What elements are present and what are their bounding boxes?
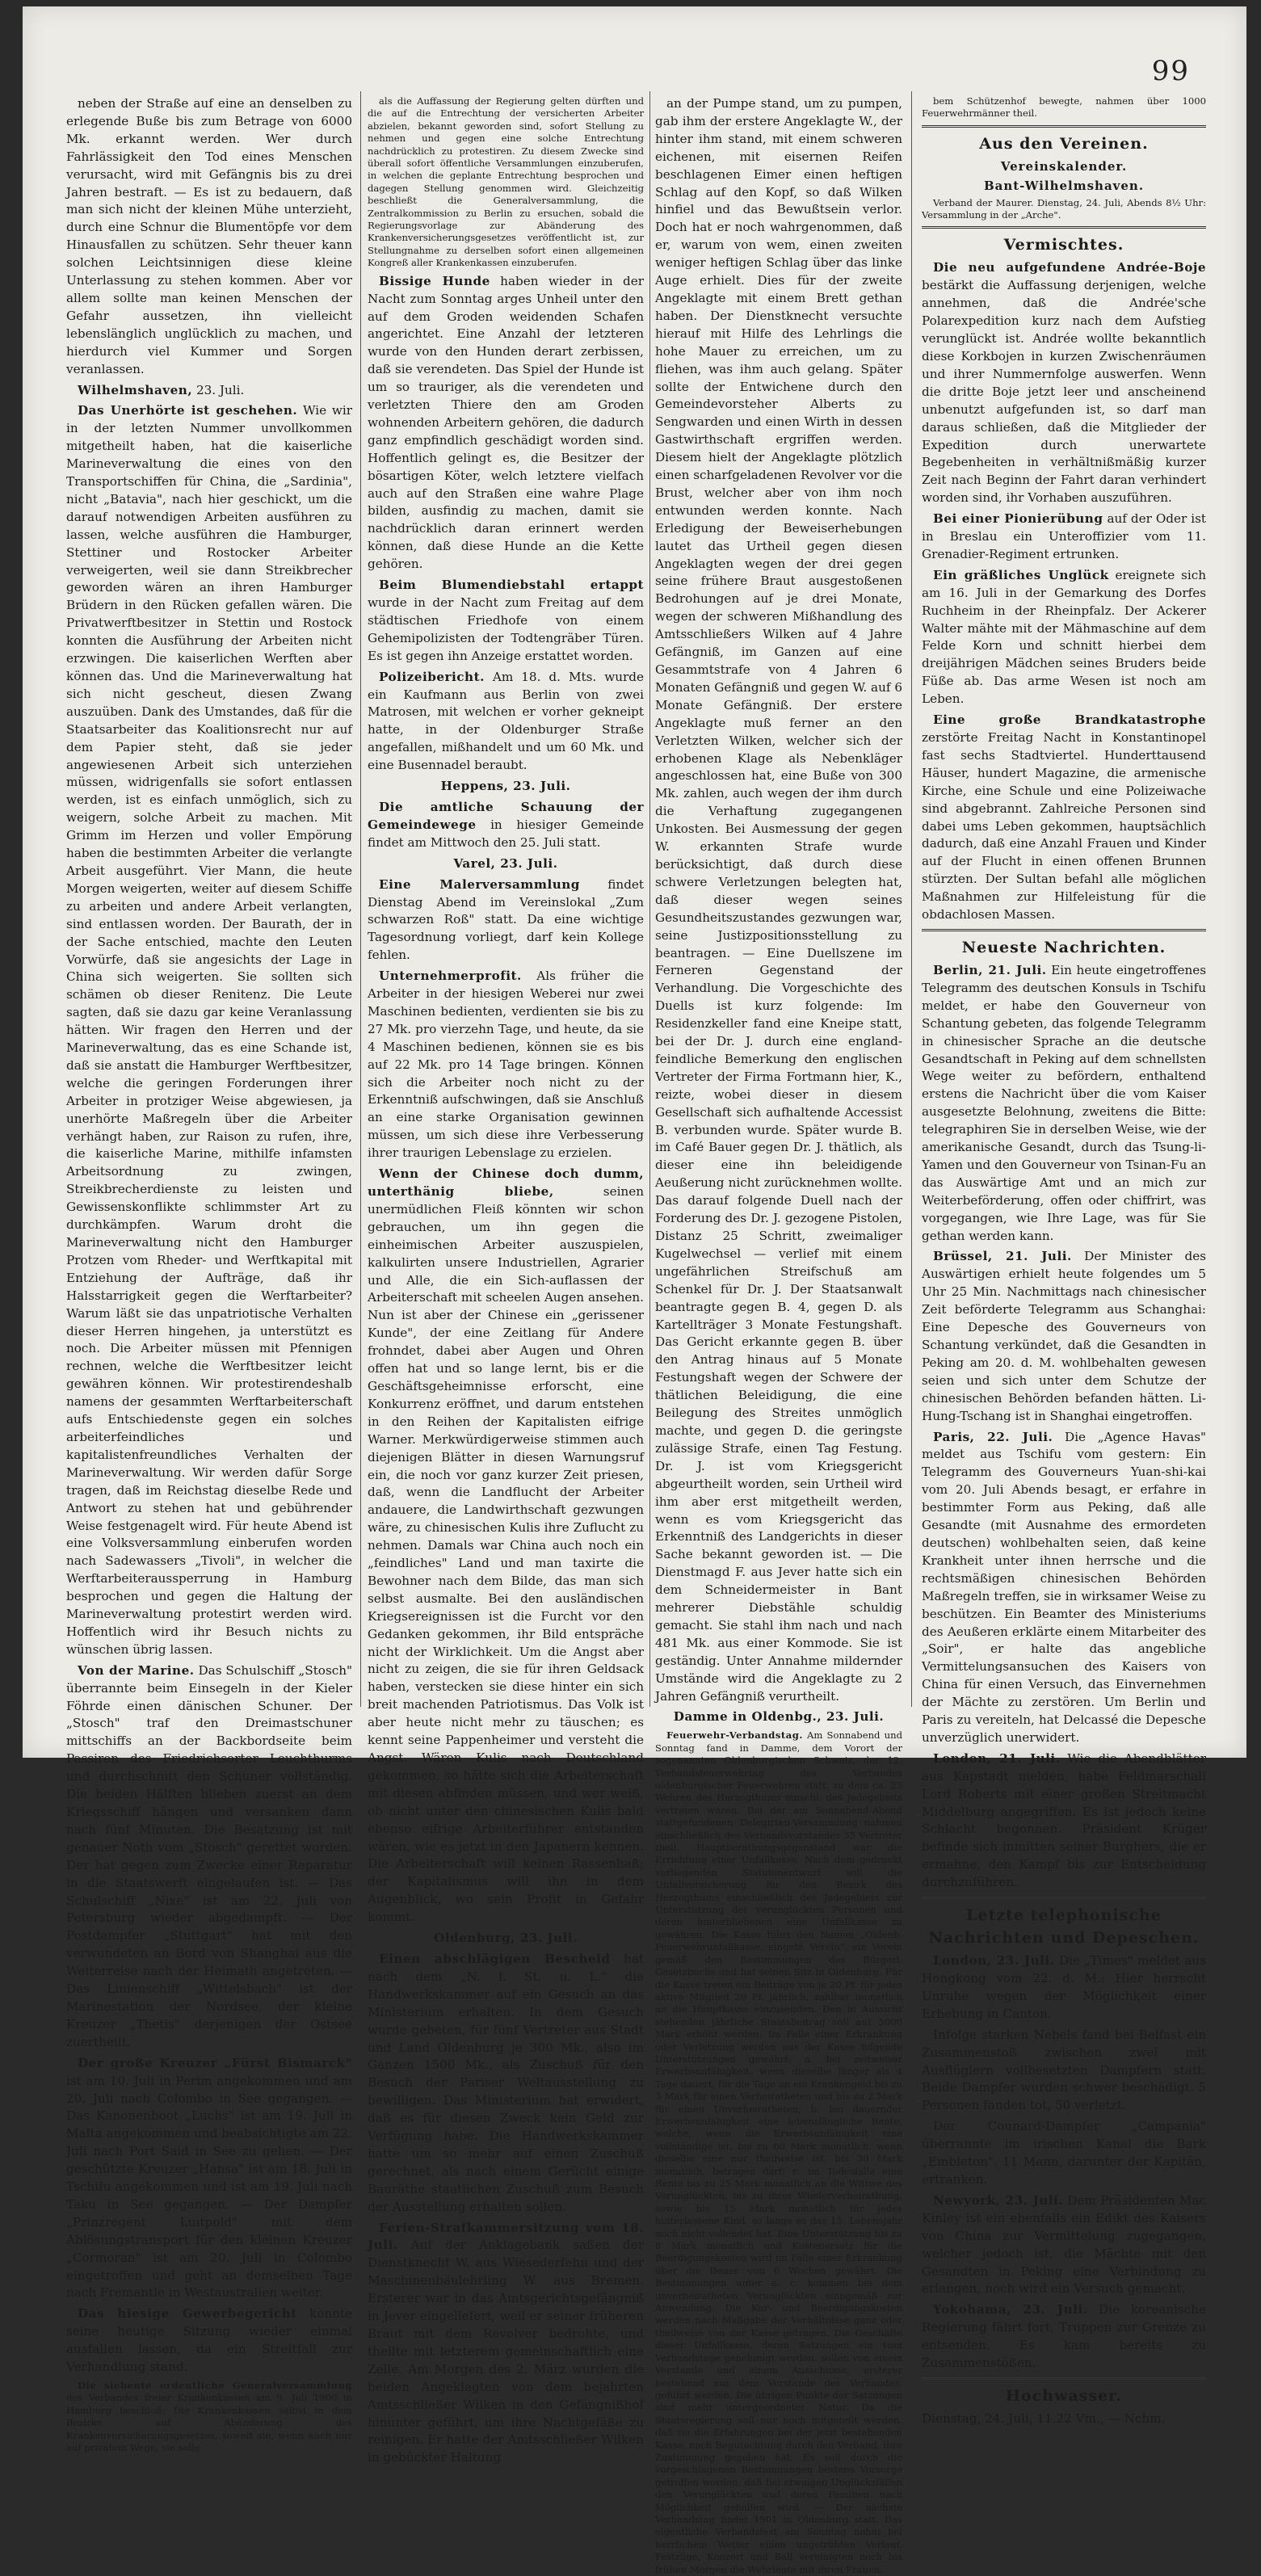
article-paragraph (922, 2027, 1206, 2116)
article-text: des Verbandes freier Krankenkassen am 9. Juli 1900 in Hamburg beschloß: Die Krankenkassen selbst in dem Bezirke auf Abänderung des Krankenversicherungsgesetzes, soweit sie, wenn auch nur auf privatem Wege, sie solle (66, 2392, 352, 2454)
article-text: bem Schützenhof bewegte, nahmen über 1000 Feuerwehrmänner theil. (922, 95, 1206, 120)
article-text: als die Auffassung der Regierung gelten dürften und die auf die Entrechtung der versicherten Arbeiter abzielen, bekannt geworden sind, sofort Stellung zu nehmen und gegen eine solche Entrechtung nachdrücklich zu protestiren. Zu diesem Zwecke sind überall sofort öffentliche Versammlungen einzuberufen, in welchen die geplante Entrechtung besprochen und dagegen Stellung genommen wird. Gleichzeitig beschließt die Generalversammlung, die Zentralkommission zu Berlin zu ersuchen, sobald die Regierungsvorlage zur Abänderung des Krankenversicherungsgesetzes veröffentlicht ist, zur Stellungnahme zu derselben sofort einen allgemeinen Kongreß aller Krankenkassen einzuberufen. (368, 95, 644, 269)
article-text: Die „Times" meldet aus Hongkong vom 22. d. M.: Hier herrscht Unruhe wegen der Möglichkeit einer Erhebung in Canton. (922, 1953, 1206, 2021)
article-paragraph (368, 1166, 644, 1927)
article-paragraph (922, 2118, 1206, 2189)
article-paragraph (922, 1750, 1206, 1892)
page-number: 99 (1151, 55, 1190, 87)
article-text: ereignete sich am 16. Juli in der Gemarkung des Dorfes Ruchheim in der Rheinpfalz. Der Ackerer Walter mähte mit der Mähmaschine auf dem Felde Korn und schnitt hierbei dem dreijährigen Mädchen seines Bruders beide Füße ab. Das arme Wesen ist noch am Leben. (922, 567, 1206, 707)
article-headline: Brüssel, 21. Juli. (933, 1249, 1072, 1264)
article-paragraph (922, 2192, 1206, 2298)
article-text: neben der Straße auf eine an denselben zu erlegende Buße bis zum Betrage von 6000 Mk. erkannt werden. Wer durch Fahrlässigkeit den Tod eines Menschen verursacht, wird mit Gefängnis bis zu drei Jahren bestraft. — Es ist zu bedauern, daß man sich nicht der kleinen Mühe unterzieht, durch eine Schnur die Blumentöpfe vor dem Hinausfallen zu schützen. Sehr theuer kann solchen Leichtsinnigen diese kleine Unterlassung zu stehen kommen. Aber vor allem sollte man keinen Menschen der Gefahr aussetzen, ihn vielleicht lebenslänglich unglücklich zu machen, und hierdurch viel Kummer und Sorgen veranlassen. (66, 96, 352, 376)
article-paragraph (66, 1662, 352, 2052)
column-4 (922, 95, 1207, 2426)
article-paragraph (922, 2301, 1206, 2372)
section-rule (922, 226, 1206, 229)
dateline: Heppens, 23. Juli. (440, 779, 571, 794)
article-paragraph (368, 577, 644, 666)
article-text: Wie wir in der letzten Nummer unvollkommen mitgetheilt haben, hat die kaiserliche Marineverwaltung die eines von den Transportschiffen für China, die „Sardinia", nicht „Batavia", nach hier geschickt, um die darauf notwendigen Arbeiten ausführen zu lassen, welche ausführen die Hamburger, Stettiner und Rostocker Arbeiter verweigerten, weil sie dann Streikbrecher geworden wären an ihren Hamburger Brüdern in den Rücken gefallen wären. Die Privatwerftbesitzer in Stettin und Rostock konnten die Ausführung der Arbeiten nicht erzwingen. Die kaiserlichen Werften aber können das. Und die Marineverwaltung hat sich nicht gescheut, diesen Zwang auszuüben. Dank des Umstandes, daß für die Staatsarbeiter das Koalitionsrecht nur auf dem Papier steht, daß sie jeder angewiesenen Arbeit sich unterziehen müssen, widrigenfalls sie sofort entlassen werden, ist es einfach unmöglich, sich zu weigern, solche Arbeit zu machen. Mit Grimm im Herzen und voller Empörung haben die bestimmten Arbeiter die verlangte Arbeit ausgeführt. Vier Mann, die heute Morgen weigerten, weiter auf diesem Schiffe zu arbeiten und andere Arbeit verlangten, sind entlassen worden. Der Baurath, der in der Sache entschied, machte den Leuten Vorwürfe, daß sie angesichts der Lage in China sich weigerten. Sie sollten sich schämen ob dieser Renitenz. Die Leute sagten, daß sie dazu gar keine Veranlassung hätten. Wir fragen den Herren und der Marineverwaltung, das es eine Schande ist, daß sie anstatt die Hamburger Werftbesitzer, welche die geringen Forderungen ihrer Arbeiter in protziger Weise abgewiesen, ja unerhörte Maßregeln über die Arbeiter verhängt haben, zur Raison zu rufen, ihre, die kaiserliche Marine, mithilfe infamsten Arbeitsordnung zu zwingen, Streikbrecherdienste zu leisten und Gewissenskonflikte schlimmster Art zu durchkämpfen. Warum droht die Marineverwaltung nicht den Hamburger Protzen vom Rheder- und Werftkapital mit Entziehung der Aufträge, daß ihr Halsstarrigkeit gegen die Werftarbeiter? Warum läßt sie das unpatriotische Verhalten dieser Herren hingehen, ja unterstützt es noch. Die Arbeiter müssen mit Pfennigen rechnen, welche die Werftbesitzer leicht gewähren können. Wir protestirendeshalb namens der gesammten Werftarbeiterschaft aufs Entschiedenste gegen ein solches arbeiterfeindliches und kapitalistenfreundliches Verhalten der Marineverwaltung. Wir werden dafür Sorge tragen, daß im Reichstag dieselbe Rede und Antwort zu stehen hat und gebührender Weise festgenagelt wird. Für heute Abend ist eine Volksversammlung einberufen worden nach Sadewassers „Tivoli", in welcher die Werftarbeiteraussperrung in Hamburg besprochen und gegen die Haltung der Marineverwaltung protestirt werden wird. Hoffentlich wird ihr Besuch nichts zu wünschen übrig lassen. (66, 403, 352, 1657)
article-text: Als früher die Arbeiter in der hiesigen Weberei nur zwei Maschinen bedienten, verdienten sie bis zu 27 Mk. pro vierzehn Tage, und heute, da sie 4 Maschinen bedienen, können sie es bis auf 22 Mk. pro 14 Tage bringen. Können sich die Arbeiter noch nicht zu der Erkenntniß aufschwingen, daß sie Anschluß an eine starke Organisation gewinnen müssen, um sich diese ihre Verbesserung ihrer traurigen Lebenslage zu erzielen. (368, 969, 644, 1161)
article-headline: Berlin, 21. Juli. (933, 962, 1047, 977)
article-paragraph (655, 95, 902, 1705)
column-1 (66, 95, 353, 2454)
article-text: an der Pumpe stand, um zu pumpen, gab ihm der erstere Angeklagte W., der hinter ihm stand, mit einem schweren eichenen, mit eisernen Reifen beschlagenen Eimer einen heftigen Schlag auf den Kopf, so daß Wilken hinfiel und das Bewußtsein verlor. Doch hat er noch wahrgenommen, daß er, warum von wem, einen zweiten weniger heftigen Schlag über das linke Auge erhielt. Dies für der zweite Angeklagte mit einem Brett gethan haben. Der Dienstknecht versuchte hierauf mit Hilfe des Lehrlings die hohe Mauer zu erreichen, um zu fliehen, was ihm auch gelang. Später sollte der Entwichene durch den Gemeindevorsteher Alberts zu Sengwarden und einen Wirth in dessen Gastwirthschaft ergriffen werden. Diesem hielt der Angeklagte plötzlich einen scharfgeladenen Revolver vor die Brust, welcher aber von ihm noch entwunden werden konnte. Nach Erledigung der Beweiserhebungen lautet das Urtheil gegen diesen Angeklagten wegen der drei gegen seine frühere Braut ausgestoßenen Bedrohungen auf je drei Monate, wegen der schweren Mißhandlung des Amtsschließers Wilken auf 4 Jahre Gefängniß, im Ganzen auf eine Gesammtstrafe von 4 Jahren 6 Monaten Gefängniß und gegen W. auf 6 Monate Gefängniß. Der erstere Angeklagte muß ferner an den Verletzten Wilken, welcher sich der erhobenen Klage als Nebenkläger angeschlossen hat, eine Buße von 300 Mk. zahlen, auch wegen der ihm durch die Verhaftung zugegangenen Unkosten. Bei Ausmessung der gegen W. erkannten Strafe wurde berücksichtigt, daß durch diese schwere Verletzungen belegten hat, daß dieser wegen seines Gesundheitszustandes gezwungen war, seine Justizpositionsstellung zu beantragen. — Eine Duellszene im Ferneren Gegenstand der Verhandlung. Die Vorgeschichte des Duells ist kurz folgende: Im Residenzkeller fand eine Kneipe statt, bei der Dr. J. durch eine england-feindliche Bemerkung den englischen Vertreter der Firma Fortmann hier, K., reizte, wobei dieser in diesem Gesellschaft sich aufhaltende Accessist B. verbunden wurde. Später wurde B. im Café Bauer gegen Dr. J. thätlich, als dieser eine ihn beleidigende Aeußerung nicht zurücknehmen wollte. Das darauf folgende Duell nach der Forderung des Dr. J. gezogene Pistolen, Distanz 25 Schritt, zweimaliger Kugelwechsel — verlief mit einem ungefährlichen Streifschuß am Schenkel für Dr. J. Der Staatsanwalt beantragte gegen B. 4, gegen D. als Kartellträger 3 Monate Festungshaft. Das Gericht erkannte gegen B. über den Antrag hinaus auf 5 Monate Festungshaft wegen der Schwere der thätlichen Beleidigung, die eine Beilegung des Streites unmöglich machte, und gegen D. die geringste zulässige Strafe, einen Tag Festung. Dr. J. ist vom Kriegsgericht abgeurtheilt worden, sein Urtheil wird ihm aber erst mitgetheilt werden, wenn es vom Kriegsgericht das Erkenntniß des Landgerichts in dieser Sache bekannt geworden ist. — Die Dienstmagd F. aus Jever hatte sich ein dem Schneidermeister in Bant mehrerer Diebstähle schuldig gemacht. Sie stahl ihm nach und nach 481 Mk. aus einer Kommode. Sie ist geständig. Unter Annahme mildernder Umstände wird die Angeklagte zu 2 Jahren Gefängniß verurtheilt. (655, 96, 902, 1704)
article-paragraph (368, 95, 644, 270)
article-text: seinen unermüdlichen Fleiß könnten wir schon gebrauchen, um ihn gegen die einheimischen Arbeiter auszuspielen, kalkulirten unsere Industriellen, Agrarier und Alle, die ein Sich-auflassen der Arbeiterschaft mit scheelen Augen ansehen. Nun ist aber der Chinese ein „gerissener Kunde", der eine Zeitlang für Andere frohndet, dabei aber Augen und Ohren offen hat und so lange lernt, bis er die Geschäftsgeheimnisse erforscht, eine Konkurrenz eröffnet, und darum entstehen in den Reihen der Kapitalisten eifrige Warner. Merkwürdigerweise stimmen auch diejenigen Blätter in diesen Warnungsruf ein, die noch vor ganz kurzer Zeit priesen, daß, wenn die Landflucht der Arbeiter andauere, die Landwirthschaft gezwungen wäre, zu chinesischen Kulis ihre Zuflucht zu nehmen. Damals war China auch noch ein „feindliches" Land und man taxirte die Bewohner nach dem Bilde, das man sich selbst ausmalte. Bei den ausländischen Kriegsereignissen ist die Furcht vor den Gedanken gekommen, ihr Bild entspräche nicht der Wirklichkeit. Um die Angst aber nicht zu zeigen, die sie für ihren Geldsack haben, verstecken sie diese hinter ein sich breit machenden Patriotismus. Das Volk ist aber heute nicht mehr zu täuschen; es kennt seine Pappenheimer und versteht die Angst. Wären Kulis nach Deutschland gekommen, so hätte sich die Arbeiterschaft mit diesen abfinden müssen, und wer weiß, ob nicht unter den chinesischen Kulis bald ebenso eifrige Arbeiterführer entstanden wären, wie es jetzt in den Japanern kennen. Die Arbeiterschaft will keinen Rassenhaß; der Kapitalismus will ihn in dem Augenblick, wo sein Profit in Gefahr kommt. (368, 1184, 644, 1925)
article-headline: Yokohama, 23. Juli. (933, 2302, 1088, 2318)
article-text: Das Schulschiff „Stosch" überrannte beim Einsegeln in der Kieler Föhrde einen dänischen Schuner. Der „Stosch" traf den Dreimastschuner mittschiffs an der Backbordseite beim Passiren des Friedrichsorter Leuchthurms und durchschnitt den Schuner vollständig. Die beiden Hälften blieben zuerst an dem Kriegsschiff hängen und versanken dann nach fünf Minuten. Die Besatzung ist mit genauer Noth vom „Stosch" gerettet worden. Der hat gegen zum Zwecke einer Reparatur in die Staatswerft eingelaufen ist. — Das Schulschiff „Nixe" ist am 22. Juli von Petersburg wieder abgedampft. — Der Postdampfer „Stuttgart" hat mit den verwundeten an Bord von Shanghai aus die Weiterreise nach der Heimath angetreten. — Das Linienschiff „Wittelsbach" ist der Marinestation der Nordsee, der kleine Kreuzer „Thetis" derjenigen der Ostsee zuertheilt. (66, 1662, 353, 2049)
column-rule (360, 91, 361, 1707)
article-paragraph (922, 197, 1206, 222)
article-paragraph (368, 876, 644, 965)
article-paragraph (655, 1729, 902, 2576)
article-headline: Das Unerhörte ist geschehen. (78, 403, 298, 418)
article-headline: Von der Marine. (78, 1662, 195, 1678)
article-text: Ein heute eingetroffenes Telegramm des deutschen Konsuls in Tschifu meldet, er habe den Gouverneur von Schantung gebeten, das folgende Telegramm in chinesischer Sprache an die deutsche Gesandtschaft in Peking auf dem schnellsten Wege weiter zu befördern, enthaltend erstens die Nachricht über die vom Kaiser ausgesetzte Belohnung, zweitens die Bitte: telegraphiren Sie in derselben Weise, wie der amerikanische Gesandt, durch das Tsung-li-Yamen und den Gouverneur von Tsinan-Fu an das Auswärtige Amt und an mich zur Weiterbeförderung, offen oder chiffrirt, was vorgegangen, wie Ihre Lage, was für Sie gethan werden kann. (922, 962, 1207, 1243)
article-paragraph (922, 2410, 1206, 2428)
article-paragraph (922, 1429, 1206, 1747)
article-text: Verband der Maurer. Dienstag, 24. Juli, Abends 8½ Uhr: Versammlung in der „Arche". (922, 196, 1206, 221)
section-rule (922, 1897, 1206, 1899)
article-paragraph (922, 712, 1206, 924)
article-text: Dienstag, 24. Juli, 11.22 Vm., — Nchm. (922, 2410, 1166, 2426)
article-paragraph (66, 2055, 352, 2303)
section-heading: Vermischtes. (1003, 236, 1124, 254)
article-headline: Ein gräßliches Unglück (933, 567, 1109, 582)
article-paragraph (66, 95, 352, 379)
article-text: Infolge starken Nebels fand bei Belfast ein Zusammenstoß zwischen zwei mit Ausflüglern vollbesetzten Dampfern statt. Beide Dampfer wurden schwer beschädigt. 5 Personen fanden tot, 50 verletzt. (922, 2027, 1206, 2113)
article-headline: Newyork, 23. Juli. (933, 2192, 1064, 2208)
article-headline: Eine große Brandkatastrophe (933, 712, 1206, 728)
article-paragraph (368, 2220, 644, 2468)
article-headline: Wilhelmshaven, (78, 382, 193, 397)
section-heading: Hochwasser. (1005, 2386, 1123, 2405)
article-text: haben wieder in der Nacht zum Sonntag arges Unheil unter den auf dem Groden weidenden Schafen angerichtet. Eine Anzahl der letzteren wurde von den Hunden derart zerbissen, daß sie verendeten. Das Spiel der Hunde ist um so trauriger, als die verendeten und verletzten Thiere den am Groden wohnenden Arbeitern gehören, die dadurch ganz empfindlich geschädigt worden sind. Hoffentlich gelingt es, die Besitzer der bösartigen Köter, welch letztere vielfach auch auf den Straßen eine wahre Plage bilden, ausfindig zu machen, damit sie nachdrücklich daran erinnert werden können, daß diese Hunde an die Kette gehören. (368, 273, 645, 572)
article-text: in hiesiger Gemeinde findet am Mittwoch den 25. Juli statt. (368, 817, 644, 850)
article-headline: London, 23. Juli. (933, 1953, 1055, 1969)
article-text: Am 18. d. Mts. wurde ein Kaufmann aus Berlin von zwei Matrosen, mit welchen er vorher gekneipt hatte, in der Oldenburger Straße angefallen, mißhandelt und um 60 Mk. und eine Busennadel beraubt. (368, 669, 644, 773)
dateline: Oldenburg, 23. Juli. (434, 1931, 578, 1946)
article-text: Der Counard-Dampfer „Campania" überrannte im irischen Kanal die Bark „Embleton". 11 Mann, darunter der Kapitän, ertranken. (922, 2119, 1206, 2187)
subheading: Bant-Wilhelmshaven. (983, 178, 1145, 193)
article-text: Dem Präsidenten Mac Kinley ist ein ebenfalls ein Edikt des Kaisers von China zur Vermittelung zugegangen, welcher jedoch ist, die Mächte mit den Gesandten in Peking eine Verbindung zu erlangen, noch wird ein Versuch gemacht. (922, 2192, 1207, 2297)
section-heading: Neueste Nachrichten. (961, 938, 1166, 956)
article-text: Wie die Abendblätter aus Kapstadt melden, habe Feldmarschall Lord Roberts mit einer großen Streitmacht Middelburg angegriffen. Es ist jedoch keine Schlacht begonnen. Präsident Krüger befinde sich inmitten seiner Burghers, die er ermahne, den Kampf bis zur Entscheidung durchzuführen. (922, 1750, 1206, 1890)
article-text: Die „Agence Havas" meldet aus Tschifu vom gestern: Ein Telegramm des Gouverneurs Yuan-shi-kai vom 20. Juli Abends besagt, er erfahre in bestimmter Form aus Peking, daß alle Gesandte (mit Ausnahme des ermordeten deutschen) wohlbehalten seien, daß keine Krankheit unter ihnen herrsche und die rechtsmäßigen chinesischen Behörden Maßregeln treffen, sie in wirksamer Weise zu beschützen. Ein Beamter des Ministeriums des Aeußeren erklärte einem Mitarbeiter des „Soir", er halte das angebliche Vermittelungsansuchen des Kaisers von China für einen Versuch, das Einvernehmen der Mächte zu zerstören. Um Berlin und Paris zu vereiteln, hat Delcassé die Depesche unverzüglich unerwidert. (922, 1429, 1207, 1745)
subheading: Vereinskalender. (1000, 158, 1128, 174)
article-headline: Die amtliche Schauung der Gemeindewege (368, 799, 644, 832)
article-text: zerstörte Freitag Nacht in Konstantinopel fast sechs Stadtviertel. Hunderttausend Häuser, hundert Magazine, die armenische Kirche, eine Schule und eine Polizeiwache sind abgebrannt. Zahlreiche Personen sind dabei ums Leben gekommen, hauptsächlich dadurch, daß eine Anzahl Frauen und Kinder auf der Flucht in einen offenen Brunnen stürzten. Der Sultan befahl alle möglichen Maßnahmen zur Hilfeleistung für die obdachlosen Massen. (922, 730, 1206, 922)
article-paragraph (66, 2305, 352, 2376)
article-paragraph (368, 273, 644, 574)
section-heading: Letzte telephonische Nachrichten und Depeschen. (928, 1906, 1200, 1948)
article-headline: Unternehmerprofit. (379, 969, 522, 984)
section-rule (922, 2377, 1206, 2380)
section-heading: Aus den Vereinen. (979, 134, 1149, 153)
article-paragraph (922, 95, 1206, 120)
article-headline: Der große Kreuzer „Fürst Bismarck" (78, 2055, 352, 2070)
column-rule (649, 91, 650, 1707)
section-rule (922, 125, 1206, 128)
article-text: Am Sonnabend und Sonntag fand in Damme, dem Vorort der sogenannten Oldenburgischen Schweiz, der 12. Verbandsfeuerwehrtag des Verbandes oldenburgischer Feuerwehren statt, zu dem ca. 25 Wehren des Herzogthums einschl. des Jadegebiets vertreten waren. Bei der am Sonnabend-Abend stattgefundenen Delegirten-Versammlung nahmen einschließlich des Verbandsvorstandes 55 Vertreter theil. Hauptberathungsgegenstand war die Errichtung einer Unfallkasse. Nach dem gedruckt vorliegenden Statutenentwurf soll die Unfallversicherung für den Bezirk des Herzogthums einschließlich des Jadegebiets zur Unterstützung der verunglückten Personen und deren hinterbliebenen eine Unfallkasse zu gewähren. Die Kasse führt den Namen „Oldenb. Feuerwehrunfallkasse, eingetr. Verein", ein Verein gemäß den Bestimmungen des Bürgerl. Gesetzbuchs und hat seinen Sitz in Oldenburg. Für die Kasse treten ein Beiträge von je 20 Pf. für jedes aktive Mitglied 20 Pf. jährlich, zahlbar monatlich an die Hauptkasse einzusenden. Den in Aussicht stehenden jährliche Staatsbeitrag soll auf 5000 Mark erhöht werden. Im Falle einer Erkrankung oder Verletzung werden aus der Kasse folgende Unterstützungen gewährt: a. bei zeitweiser Erwerbsunfähigkeit, wenn dieselbe länger als 4 Tage dauert, für die Tage an ein Krankengeld bis zu 3 Mark für einen Verheiratheten und bis zu 2 Mark für einen Unverheiratheten; b. bei dauernder Erwerbsunfähigkeit eine lebenslängliche Rente, welche, wenn die Erwerbsunfähigkeit eine vollständige ist, bis zu 60 Mark monatlich, wenn dieselbe eine nur theilweise ist, bis 30 Mark monatlich, betragen darf; c. im Todesfalle eine Rente bis zu 25 Mark monatlich an die Wittwe des Verunglückten, bis zu ihrer Wiederverheirathung, sowie bis 15 Mark monatlich für jedes hinterlassene Kind, so lange es das 15. Lebensjahr noch nicht vollendet hat. Eine Unterstützung bis zu 8 Mark monatlich und Kostenersatz für die Beerdigungskosten wird im Falle einer Erkrankung über die Dauer von 6 Wochen gewährt. Die Bestimmungen unter a. c. kommen bei dem unverheiratheten Verunglückten sinngemäß zur Anwendung. Die Kur- und Beerdigungskosten werden nach Maßgabe der Verhältnisse ganz oder theilweise von der Kasse getragen. Die Geschäfte dieser Unfallkasse, deren Satzungen ein vom Verbandstage genehmigt werden, sollen von einem Vorstande und einem Ausschusse, ersterer bestehend aus dem Vorstande des Verbandes, geführt werden. Die übrigen Punkte der Satzungen sind mehr untergeordneter Natur. Da die Staatsregierung soll nur noch mitgeteilt werden, daß sie die Erfahrungen bei der jetzt bestehenden Kasse, nach Begutachtung durch den Verband, ihre Zustimmung gegeben hat. Es soll durch die vorgeschlagenen Bestimmungen bestens Vorsorge getroffen werden, daß bei etwaigen Unglücksfällen den Verunglückten und deren Familien nach Möglichkeit geholfen wird. — Der nächste Verbandstag findet 1901 in Oldenburg statt. Das eigentliche Verbandsfest am Sonntag nahm bei herrlichem Wetter einen ungetrübten Verlauf. Festzüge, Konzert und Ball vereinigten noch bis frühen Morgen die Wehrleute mit ihren Frauen. (655, 1729, 902, 2575)
dateline: Damme in Oldenbg., 23. Juli. (673, 1709, 885, 1725)
article-paragraph (66, 402, 352, 1658)
column-rule (911, 91, 912, 1707)
article-headline: Die siebente ordentliche Generalversammlung (78, 2380, 352, 2391)
section-rule (922, 929, 1206, 931)
article-headline: Feuerwehr-Verbandstag. (666, 1729, 803, 1742)
article-paragraph (368, 799, 644, 852)
article-headline: Bei einer Pionierübung (933, 511, 1103, 527)
article-headline: Paris, 22. Juli. (933, 1429, 1053, 1444)
article-headline: Die neu aufgefundene Andrée-Boje (933, 260, 1206, 275)
newspaper-page (23, 6, 1246, 2575)
article-headline: Polizeibericht. (379, 669, 485, 684)
article-paragraph (922, 962, 1206, 1246)
article-paragraph (368, 669, 644, 775)
article-headline: London, 21. Juli. (933, 1750, 1061, 1766)
article-paragraph (922, 259, 1206, 507)
article-text: konnte seine heutige Sitzung wieder einmal ausfallen lassen, da ein Streitfall zur Verhandlung stand. (66, 2306, 352, 2375)
article-headline: Eine Malerversammlung (379, 876, 580, 892)
article-text: 23. Juli. (195, 382, 245, 397)
article-text: findet Dienstag Abend im Vereinslokal „Zum schwarzen Roß" statt. Da eine wichtige Tagesordnung vorliegt, darf kein Kollege fehlen. (368, 876, 645, 963)
article-paragraph (922, 511, 1206, 564)
article-paragraph (368, 1951, 644, 2217)
article-headline: Einen abschlägigen Bescheid (379, 1951, 611, 1966)
article-paragraph (922, 567, 1206, 708)
article-headline: Das hiesige Gewerbegericht (78, 2306, 297, 2322)
article-text: auf der Oder ist in Breslau ein Unteroffizier vom 11. Grenadier-Regiment ertrunken. (922, 511, 1206, 561)
article-paragraph (922, 1952, 1206, 2023)
article-text: Der Minister des Auswärtigen erhielt heute folgendes um 5 Uhr 25 Min. Nachmittags nach chinesischer Zeit beförderte Telegramm aus Schanghai: Eine Depesche des Gouverneurs von Schantung verkündet, daß die Gesandten in Peking am 20. d. M. wohlbehalten gewesen seien und sich unter dem Schutze der chinesischen Behörden befanden hätten. Li-Hung-Tschang ist in Shanghai eingetroffen. (922, 1249, 1206, 1423)
column-3 (655, 95, 902, 2575)
article-text: ist am 10. Juli in Perim angekommen und am 20. Juli nach Colombo in See gegangen. — Das Kanonenboot „Luchs" ist am 19. Juli in Malta angekommen und beabsichtigte am 22. Juli nach Port Said in See zu gehen. — Der geschützte Kreuzer „Hansa" ist am 18. Juli in Tschifu angekommen und ist am 19. Juli nach Taku in See gegangen. — Der Dampfer „Prinzregent Luitpold" mit dem Ablösungstransport für den kleinen Kreuzer „Cormoran" ist am 20. Juli in Colombo eingetroffen und geht an demselben Tage nach Fremantle in Westaustralien weiter. (66, 2073, 352, 2301)
article-text: Auf der Anklagebank saßen der Dienstknecht W. aus Wiesederfehn und der Maschinenbaulehrling W. aus Bremen. Ersterer war in das Amtsgerichtsgefängniß in Jever eingeliefert, weil er seiner früheren Braut mit dem Revolver bedrohte, und theilte mit letzterem gemeinschaftlich eine Zelle. Am Morgen des 2. März wurden die beiden Angeklagten von dem bejahrten Amtsschließer Wilken in den Gefängnißhof hinunter geführt, um ihre Nachtgefäße zu reinigen. Er hatte der Amtsschließer Wilken in gebückter Haltung (368, 2238, 644, 2465)
article-text: Die koreanische Regierung fährt fort, Truppen zur Grenze zu entsenden. Es kam bereits zu Zusammenstößen. (922, 2302, 1207, 2371)
column-2 (368, 95, 645, 2465)
article-paragraph (66, 2380, 352, 2454)
article-headline: Beim Blumendiebstahl ertappt (379, 578, 644, 593)
article-text: wurde in der Nacht zum Freitag auf dem städtischen Friedhofe von einem Gehemipolizisten der Todtengräber Türen. Es ist gegen ihn Anzeige erstattet worden. (368, 595, 644, 663)
article-text: hat nach dem „N. f. St. u. L." die Handwerkskammer auf ein Gesuch an das Ministerium erhalten. In dem Gesuch wurde gebeten, für fünf Vertreter aus Stadt und Land Oldenburg je 300 Mk., also im Ganzen 1500 Mk., als Zuschuß für den Besuch der Pariser Weltausstellung zu bewilligen. Das Ministerium hat erwidert, daß es für diesen Zweck kein Geld zur Verfügung habe. Die Handwerkskammer hatte um so mehr auf einen Zuschuß gerechnet, als nach einem Gerücht einige Bauräthe staatlichen Zuschuß zum Besuch der Ausstellung erhalten sollen. (368, 1951, 645, 2214)
dateline: Varel, 23. Juli. (453, 855, 558, 871)
article-text: bestärkt die Auffassung derjenigen, welche annehmen, daß die Andrée'sche Polarexpedition kurz nach dem Aufstieg verunglückt ist. Andrée wollte bekanntlich diese Korkbojen in kurzen Zwischenräumen und ihrer Nummernfolge auswerfen. Wenn die dritte Boje jetzt leer und anscheinend unbenutzt aufgefunden ist, so darf man daraus schließen, daß die Mitglieder der Expedition durch unerwartete Begebenheiten in verhältnißmäßig kurzer Zeit nach Beginn der Fahrt daran verhindert worden sind, ihr Vorhaben auszuführen. (922, 278, 1206, 506)
article-headline: Ferien-Strafkammersitzung vom 18. Juli. (368, 2220, 644, 2253)
article-paragraph (368, 968, 644, 1162)
article-headline: Bissige Hunde (379, 273, 490, 288)
article-paragraph (922, 1248, 1206, 1425)
article-paragraph (66, 382, 352, 400)
article-headline: Wenn der Chinese doch dumm, unterthänig bliebe, (368, 1166, 644, 1199)
